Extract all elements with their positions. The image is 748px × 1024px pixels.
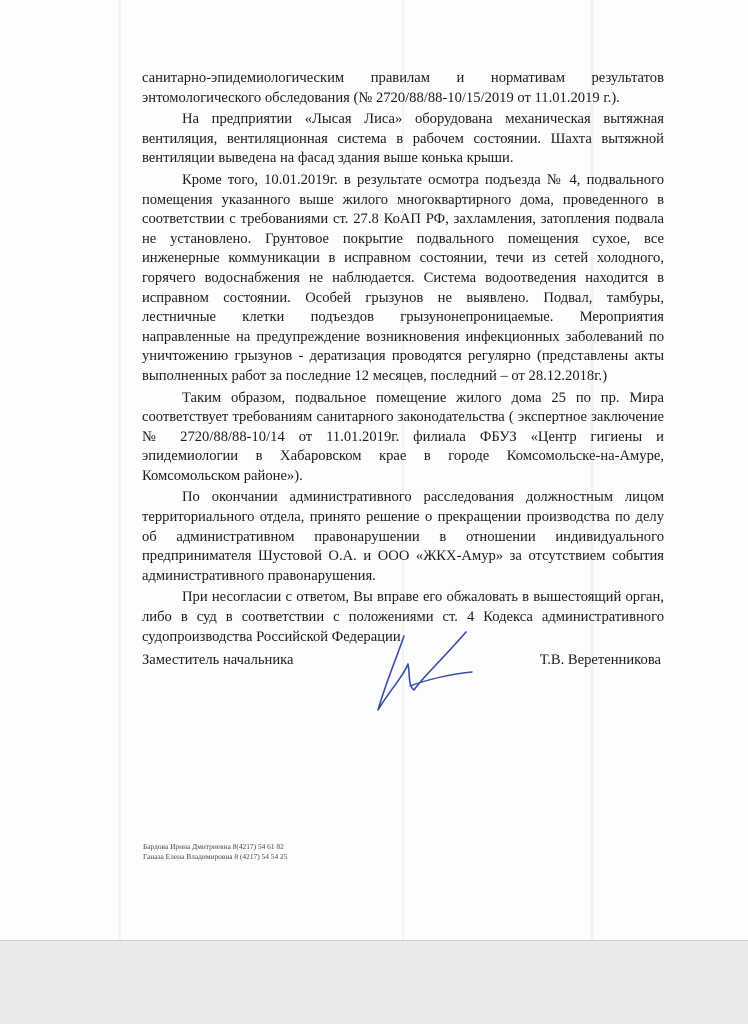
contact-line: Бардова Ирина Дмитриевна 8(4217) 54 61 82: [143, 842, 284, 851]
scan-streak: [118, 0, 121, 940]
paragraph-inspection: Кроме того, 10.01.2019г. в результате осмотра подъезда № 4, подвального помещения указанного выше жилого многоквартирного дома, проведенного в соответствии с требованиями ст. 27.8 КоАП РФ, захламления, затопления подвала не установлено. Грунтовое покрытие подвального помещения сухое, все инженерные коммуникации в исправном состоянии, течи из сетей холодного, горячего водоснабжения не наблюдается. Система водоотведения находится в исправном состоянии. Особей грызунов не выявлено. Подвал, тамбуры, лестничные клетки подъездов грызунонепроницаемые. Мероприятия направленные на предупреждение возникновения инфекционных заболеваний по уничтожению грызунов - дератизация проводятся регулярно (представлены акты выполненных работ за последние 12 месяцев, последний – от 28.12.2018г.): [142, 171, 664, 384]
signer-name: Т.В. Веретенникова: [539, 652, 661, 668]
paragraph-appeal: При несогласии с ответом, Вы вправе его обжаловать в вышестоящий орган, либо в суд в соответствии с положениями ст. 4 Кодекса административного судопроизводства Российской Федерации.: [142, 589, 664, 645]
handwritten-signature: [368, 624, 478, 720]
paragraph-ventilation: На предприятии «Лысая Лиса» оборудована механическая вытяжная вентиляция, вентиляционная система в рабочем состоянии. Шахта вытяжной вентиляции выведена на фасад здания выше конька крыши.: [142, 111, 664, 167]
paragraph-decision: По окончании административного расследования должностным лицом территориального отдела, принято решение о прекращении производства по делу об административном правонарушении в отношении индивидуального предпринимателя Шустовой О.А. и ООО «ЖКХ-Амур» за отсутствием события административного правонарушения.: [142, 489, 664, 584]
contact-line: Ганаза Елена Владимировна 8 (4217) 54 54 25: [143, 852, 288, 861]
contact-info: [143, 842, 287, 862]
signer-title: Заместитель начальника: [142, 652, 294, 668]
paragraph-conclusion: Таким образом, подвальное помещение жилого дома 25 по пр. Мира соответствует требованиям санитарного законодательства ( экспертное заключение № 2720/88/88-10/14 от 11.01.2019г. филиала ФБУЗ «Центр гигиены и эпидемиологии в Хабаровском крае в городе Комсомольске-на-Амуре, Комсомольском районе»).: [142, 389, 664, 484]
document-body: [142, 69, 664, 647]
paragraph-continuation: санитарно-эпидемиологическим правилам и нормативам результатов энтомологического обследования (№ 2720/88/88-10/15/2019 от 11.01.2019 г.).: [142, 70, 664, 106]
